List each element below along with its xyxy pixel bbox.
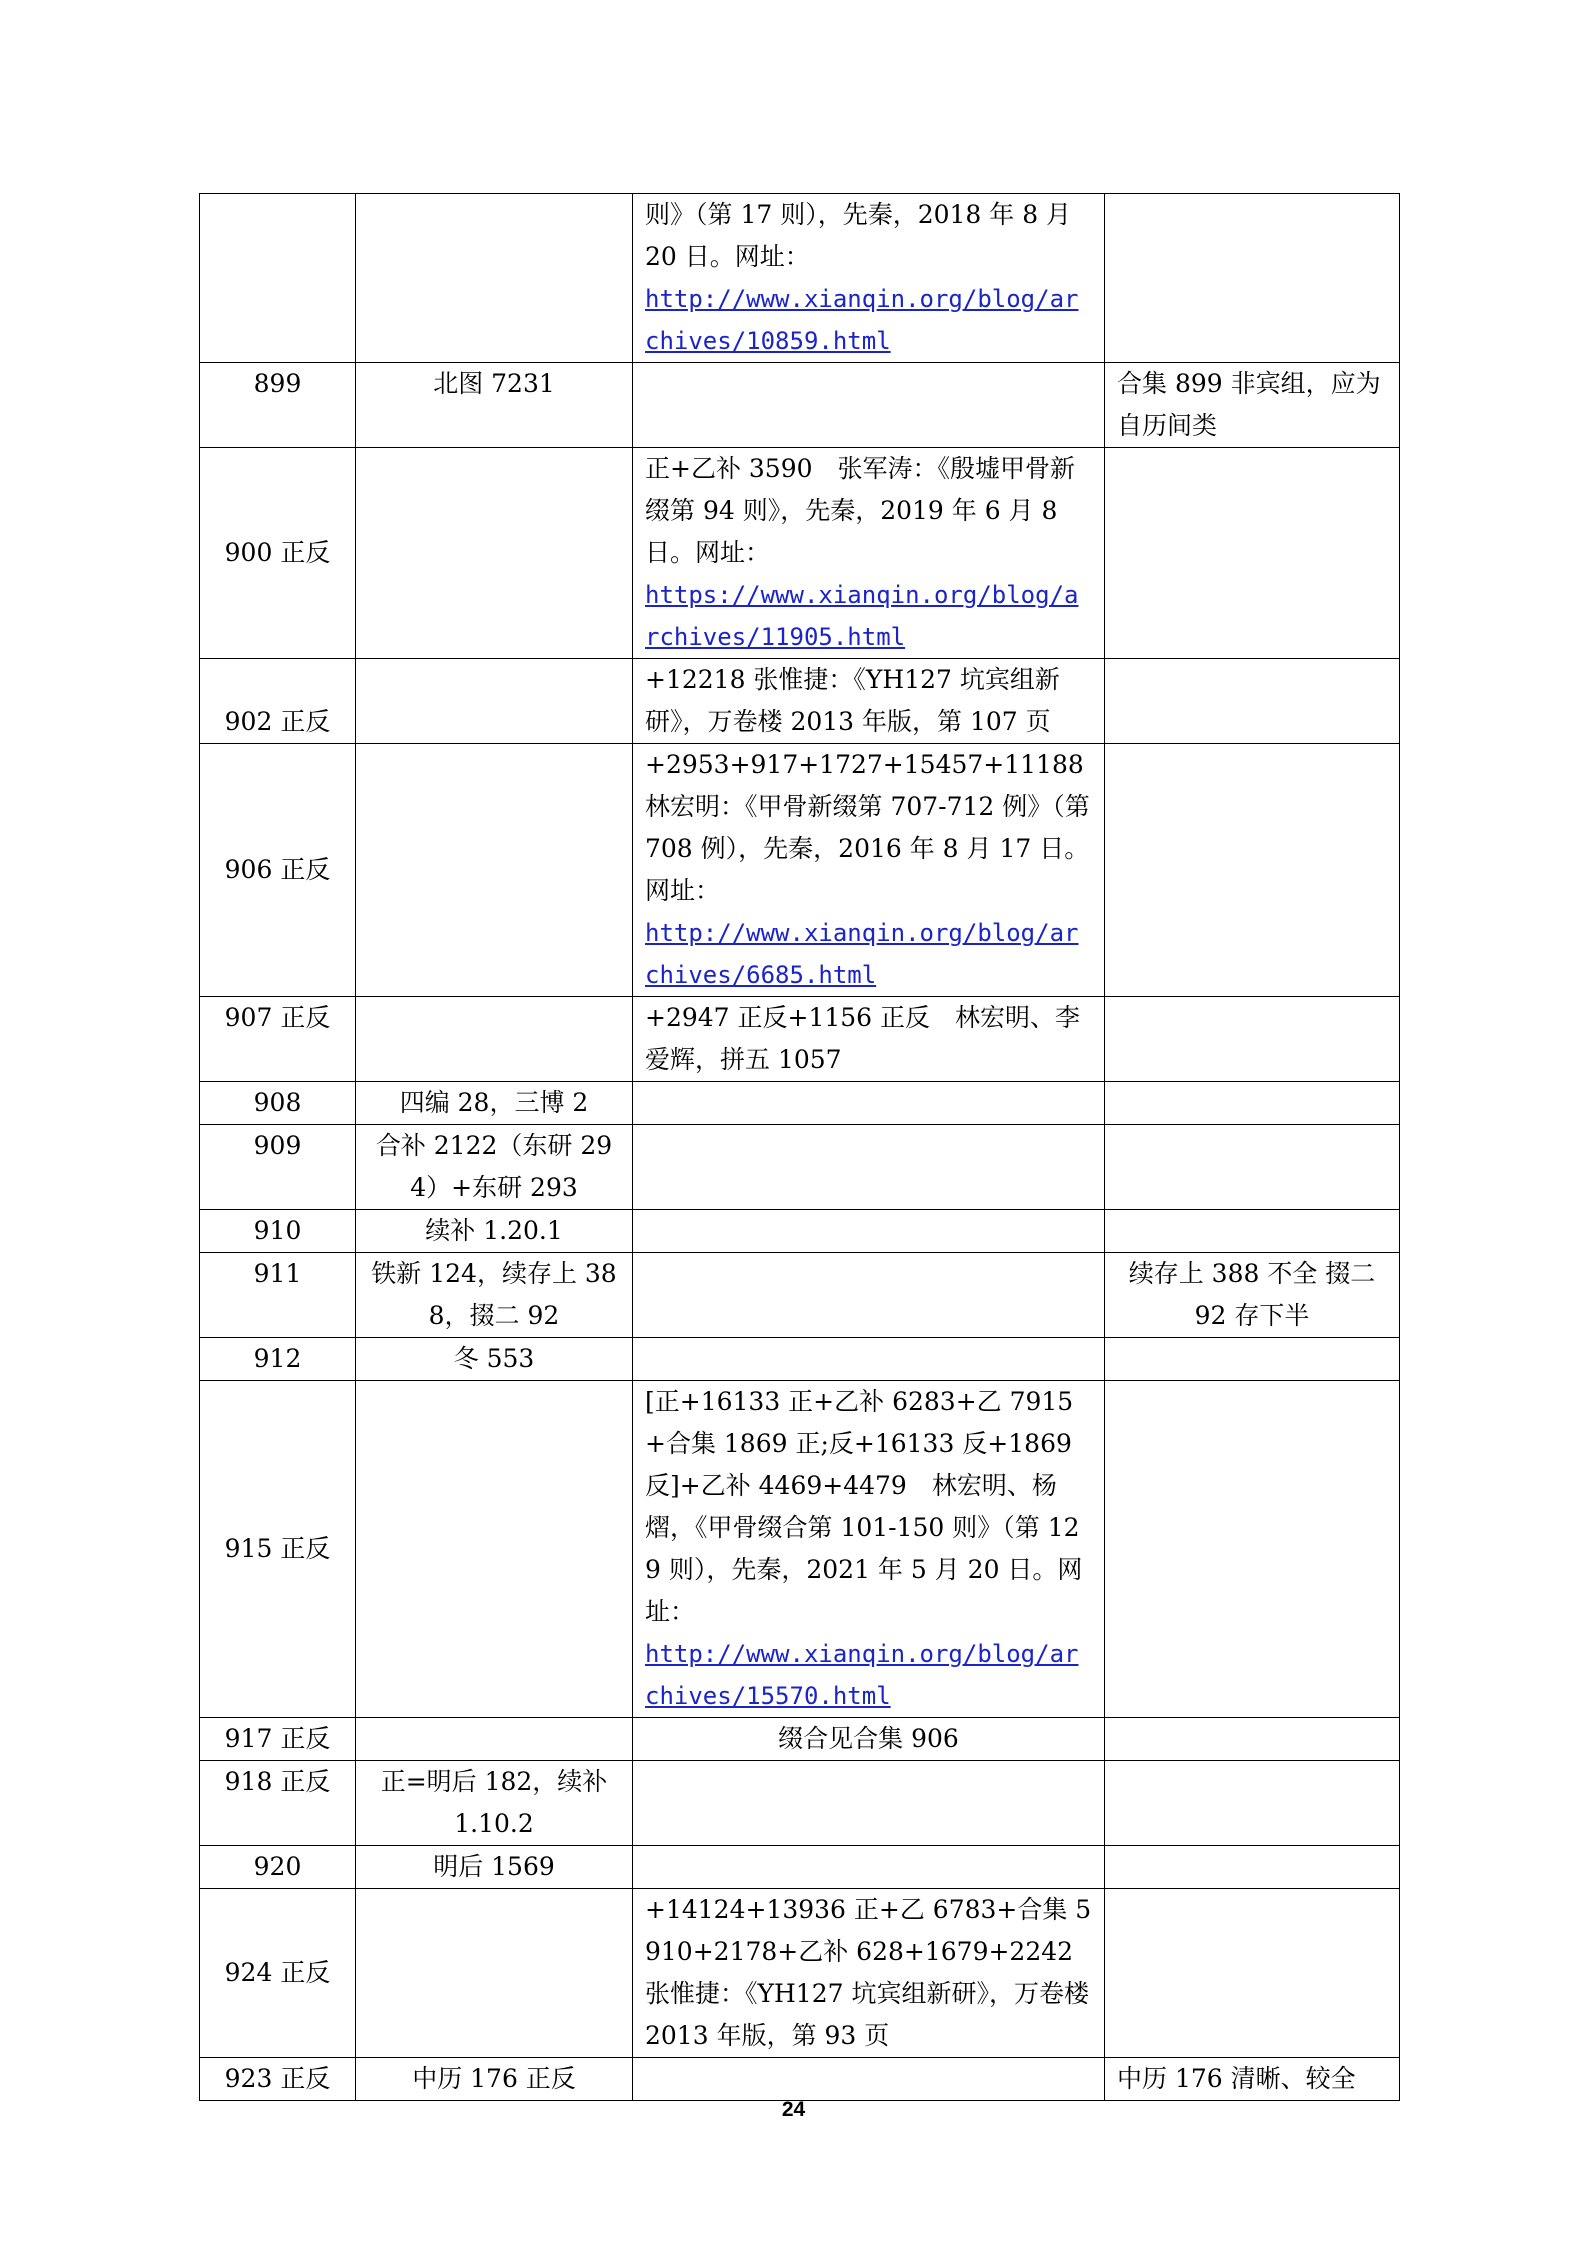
combination-cell: 缀合见合集 906 — [633, 1718, 1105, 1761]
combination-text: 则》（第 17 则），先秦，2018 年 8 月 20 日。网址： — [645, 200, 1072, 271]
source-cell: 铁新 124，续存上 388，掇二 92 — [356, 1253, 633, 1338]
number-cell: 906 正反 — [200, 744, 356, 997]
table-row — [200, 1761, 1400, 1846]
source-cell: 四编 28，三博 2 — [356, 1082, 633, 1125]
combination-cell: +2947 正反+1156 正反 林宏明、李爱辉，拼五 1057 — [633, 997, 1105, 1082]
source-cell: 续补 1.20.1 — [356, 1210, 633, 1253]
table-row — [200, 1718, 1400, 1761]
combination-cell — [633, 1082, 1105, 1125]
number-cell: 907 正反 — [200, 997, 356, 1082]
number-cell: 899 — [200, 363, 356, 448]
table-row — [200, 659, 1400, 744]
remark-cell — [1105, 1210, 1400, 1253]
number-cell: 915 正反 — [200, 1381, 356, 1718]
combination-cell — [633, 2058, 1105, 2101]
table-row — [200, 744, 1400, 997]
table-row — [200, 1846, 1400, 1889]
table-row — [200, 997, 1400, 1082]
source-cell: 明后 1569 — [356, 1846, 633, 1889]
remark-cell: 合集 899 非宾组，应为自历间类 — [1105, 363, 1400, 448]
remark-cell — [1105, 448, 1400, 659]
source-cell: 合补 2122（东研 294）+东研 293 — [356, 1125, 633, 1210]
remark-cell: 续存上 388 不全 掇二 92 存下半 — [1105, 1253, 1400, 1338]
remark-cell — [1105, 1381, 1400, 1718]
source-cell: 正=明后 182，续补 1.10.2 — [356, 1761, 633, 1846]
remark-cell — [1105, 1718, 1400, 1761]
page-number: 24 — [781, 2098, 806, 2121]
table-row — [200, 1210, 1400, 1253]
number-cell: 910 — [200, 1210, 356, 1253]
number-cell: 912 — [200, 1338, 356, 1381]
table-row — [200, 194, 1400, 363]
url-link[interactable]: http://www.xianqin.org/blog/archives/6685.html — [645, 919, 1079, 989]
combination-cell — [633, 1253, 1105, 1338]
combination-cell — [633, 1381, 1105, 1718]
source-cell — [356, 448, 633, 659]
number-cell: 909 — [200, 1125, 356, 1210]
number-cell — [200, 194, 356, 363]
remark-cell — [1105, 1761, 1400, 1846]
remark-cell — [1105, 1125, 1400, 1210]
source-cell — [356, 659, 633, 744]
remark-cell — [1105, 194, 1400, 363]
number-cell: 918 正反 — [200, 1761, 356, 1846]
table-row — [200, 2058, 1400, 2101]
table-row — [200, 448, 1400, 659]
combination-cell — [633, 448, 1105, 659]
table-row — [200, 1889, 1400, 2058]
combination-text: [正+16133 正+乙补 6283+乙 7915 +合集 1869 正;反+16133 反+1869 反]+乙补 4469+4479 林宏明、杨熠，《甲骨缀合第 101-150 则》（第 129 则），先秦，2021 年 5 月 20 日。网址： — [645, 1387, 1083, 1626]
source-cell: 北图 7231 — [356, 363, 633, 448]
source-cell — [356, 194, 633, 363]
number-cell: 917 正反 — [200, 1718, 356, 1761]
remark-cell — [1105, 1846, 1400, 1889]
number-cell: 920 — [200, 1846, 356, 1889]
source-cell — [356, 1889, 633, 2058]
combination-text: +2953+917+1727+15457+11188 林宏明：《甲骨新缀第 707-712 例》（第 708 例），先秦，2016 年 8 月 17 日。网址： — [645, 750, 1109, 905]
number-cell: 923 正反 — [200, 2058, 356, 2101]
source-cell — [356, 997, 633, 1082]
oracle-bone-table — [199, 193, 1400, 2101]
remark-cell — [1105, 1338, 1400, 1381]
table-row — [200, 1381, 1400, 1718]
combination-cell: +12218 张惟捷：《YH127 坑宾组新研》，万卷楼 2013 年版，第 107 页 — [633, 659, 1105, 744]
document-page — [199, 193, 1399, 2101]
combination-text: 正+乙补 3590 张军涛：《殷墟甲骨新缀第 94 则》，先秦，2019 年 6 月 8 日。网址： — [645, 454, 1076, 567]
number-cell: 900 正反 — [200, 448, 356, 659]
number-cell: 911 — [200, 1253, 356, 1338]
source-cell: 冬 553 — [356, 1338, 633, 1381]
source-cell — [356, 1718, 633, 1761]
number-cell: 902 正反 — [200, 659, 356, 744]
remark-cell — [1105, 1889, 1400, 2058]
remark-cell — [1105, 1082, 1400, 1125]
combination-cell — [633, 1761, 1105, 1846]
combination-cell — [633, 1338, 1105, 1381]
table-row — [200, 1338, 1400, 1381]
url-link[interactable]: http://www.xianqin.org/blog/archives/10859.html — [645, 285, 1079, 355]
combination-cell: +14124+13936 正+乙 6783+合集 5910+2178+乙补 628+1679+2242 张惟捷：《YH127 坑宾组新研》，万卷楼 2013 年版，第 93 页 — [633, 1889, 1105, 2058]
remark-cell — [1105, 997, 1400, 1082]
remark-cell — [1105, 744, 1400, 997]
remark-cell: 中历 176 清晰、较全 — [1105, 2058, 1400, 2101]
combination-cell — [633, 1125, 1105, 1210]
number-cell: 908 — [200, 1082, 356, 1125]
number-cell: 924 正反 — [200, 1889, 356, 2058]
combination-cell — [633, 1210, 1105, 1253]
table-row — [200, 1125, 1400, 1210]
url-link[interactable]: https://www.xianqin.org/blog/archives/11905.html — [645, 581, 1079, 651]
combination-cell — [633, 744, 1109, 997]
table-row — [200, 1082, 1400, 1125]
source-cell: 中历 176 正反 — [356, 2058, 633, 2101]
source-cell — [356, 744, 633, 997]
url-link[interactable]: http://www.xianqin.org/blog/archives/15570.html — [645, 1640, 1079, 1710]
combination-cell — [633, 363, 1105, 448]
combination-cell — [633, 194, 1105, 363]
table-row — [200, 363, 1400, 448]
combination-cell — [633, 1846, 1105, 1889]
source-cell — [356, 1381, 633, 1718]
table-row — [200, 1253, 1400, 1338]
remark-cell — [1105, 659, 1400, 744]
